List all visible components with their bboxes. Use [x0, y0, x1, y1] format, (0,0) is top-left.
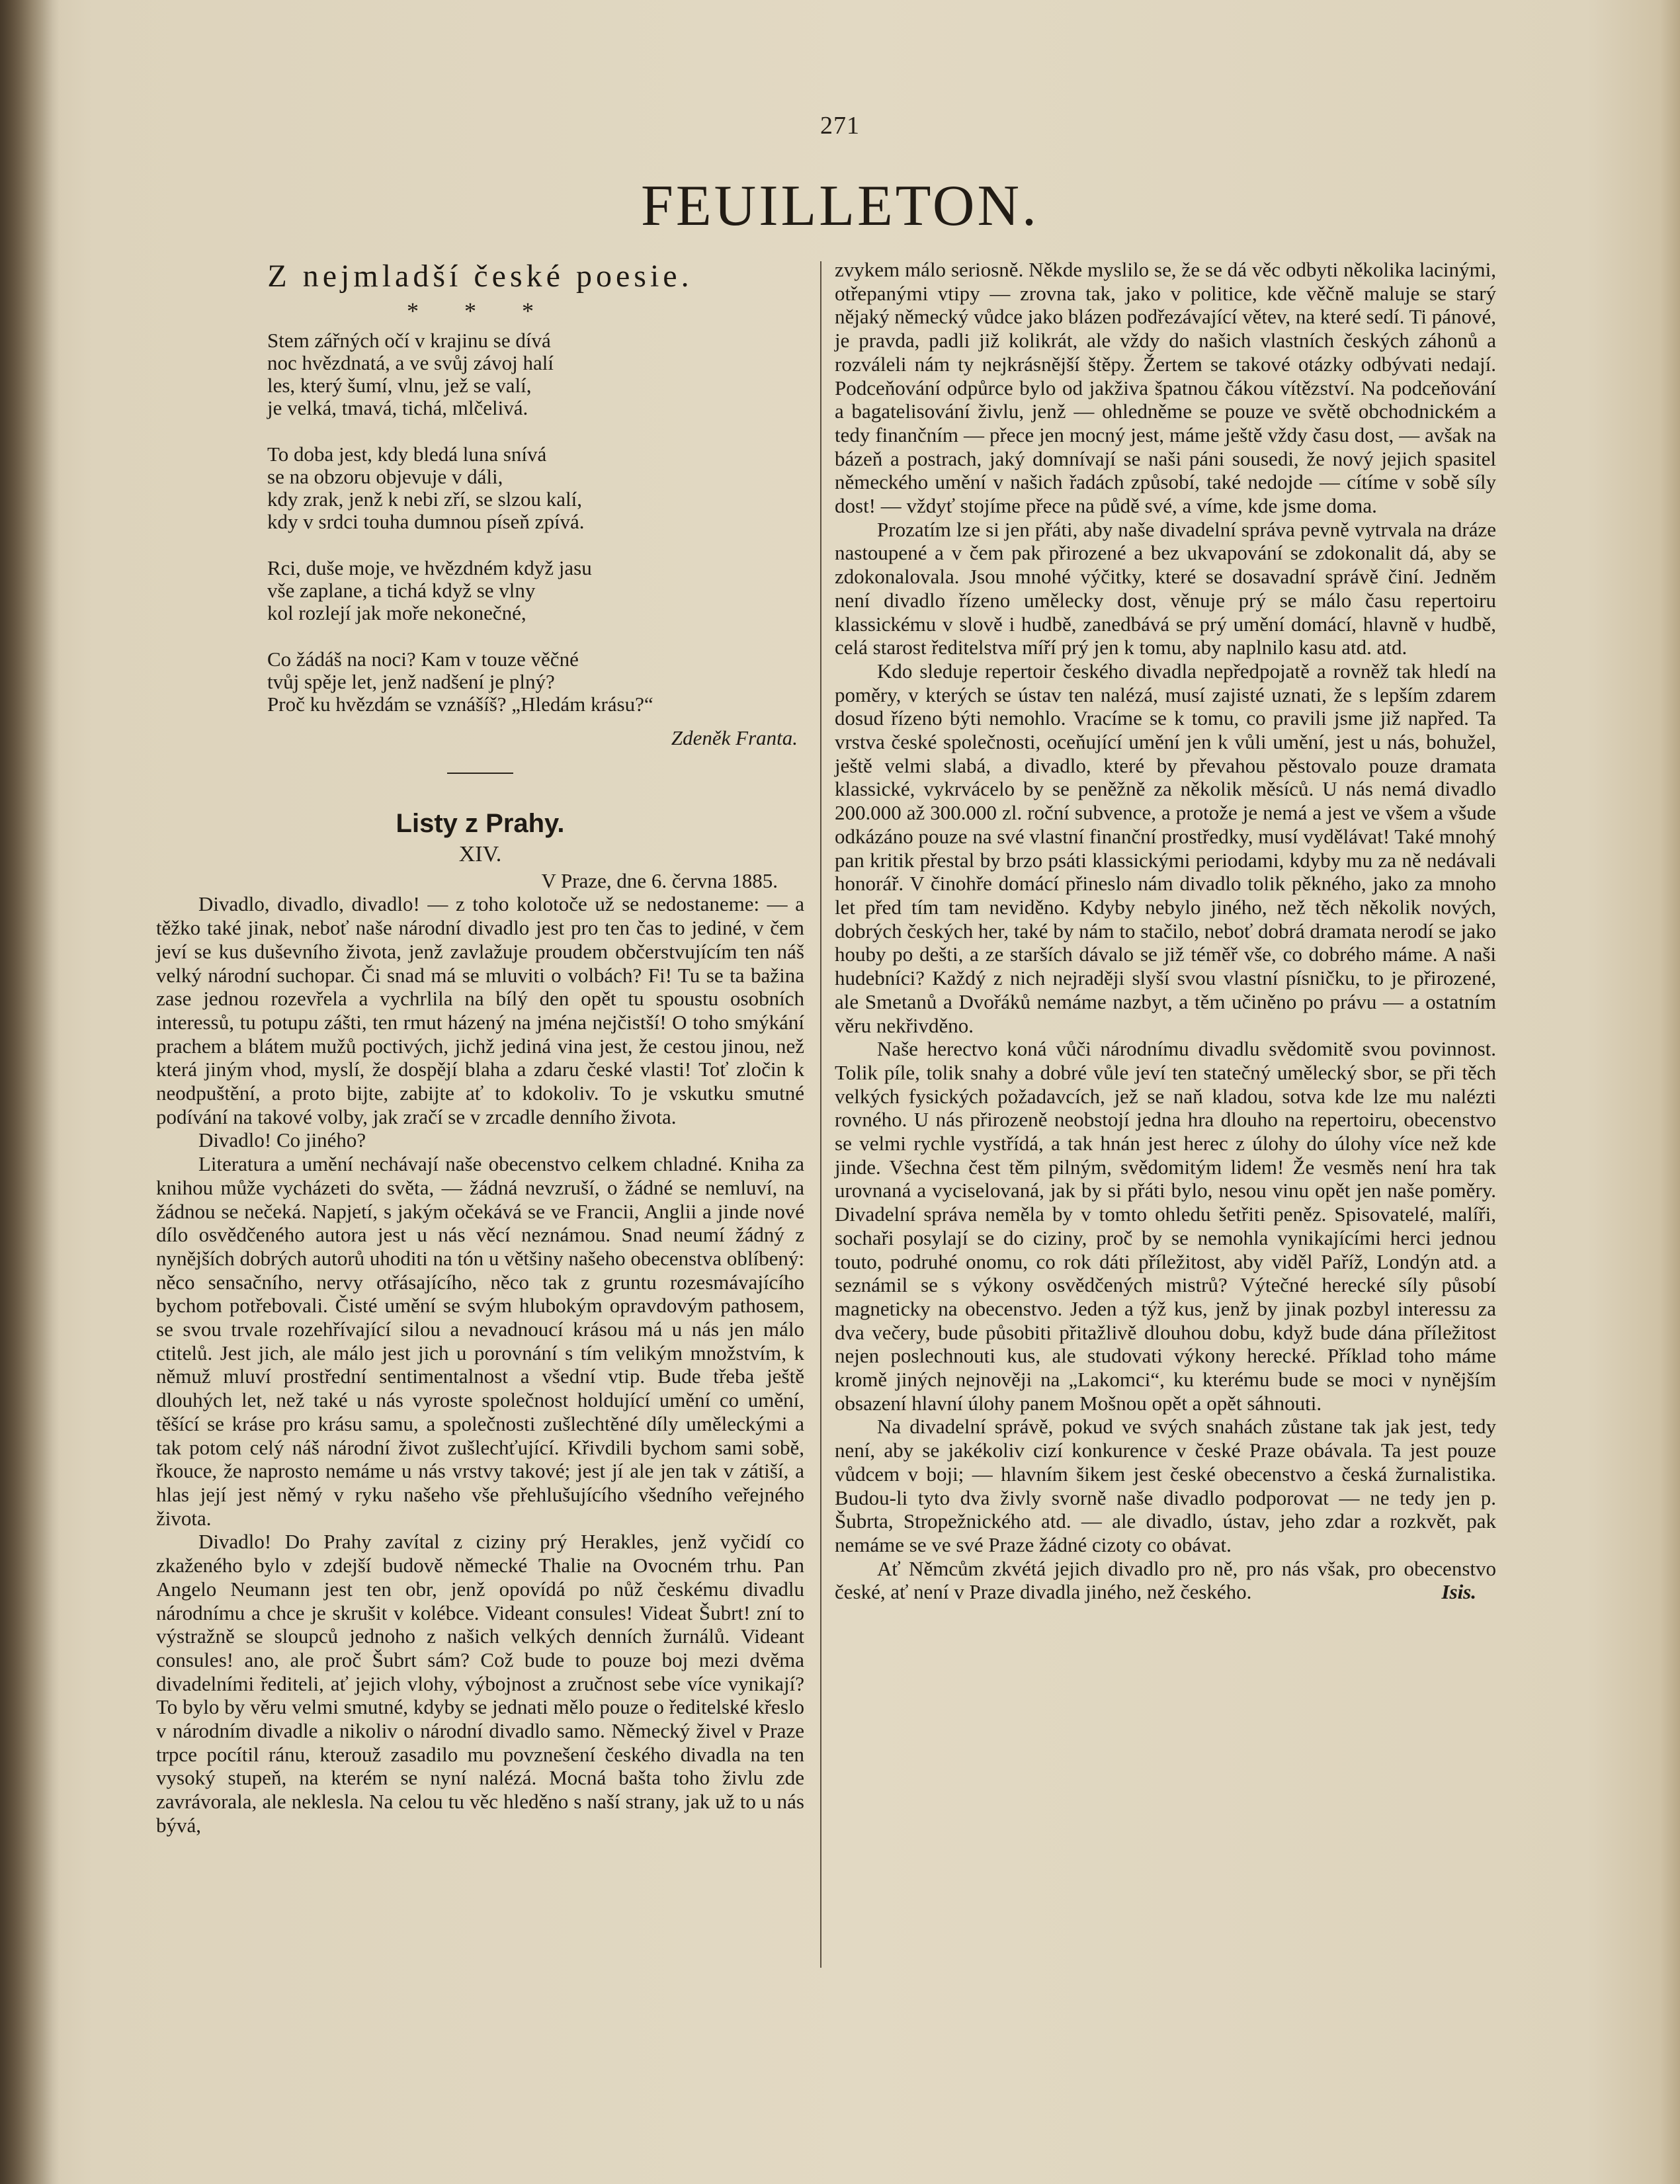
left-column	[156, 258, 804, 1837]
poem-line: kdy zrak, jenž k nebi zří, se slzou kalí,	[267, 487, 583, 511]
poem-line: kol rozlejí jak moře nekonečné,	[267, 601, 526, 624]
poem-line: se na obzoru objevuje v dáli,	[267, 465, 503, 488]
poem-stanza-3	[267, 557, 804, 624]
poem-stanza-2	[267, 443, 804, 533]
poem-line: les, který šumí, vlnu, jež se valí,	[267, 374, 532, 397]
paragraph: Ať Němcům zkvétá jejich divadlo pro ně, pro nás však, pro obecenstvo české, ať není v Praze divadla jiného, než českého.	[835, 1556, 1496, 1604]
paragraph: Na divadelní správě, pokud ve svých snahách zůstane tak jak jest, tedy není, aby se jakékoliv cizí konkurence v české Praze obávala. Ta jest pouze vůdcem v boji; — hlavním šikem jest české obecenstvo a česká žurnalistika. Budou-li tyto dva živly svorně naše divadlo podporovat — ne tedy jen p. Šubrta, Stropežnického atd. — ale divadlo, ústav, jeho zdar a rozkvět, pak nemáme se ve své Praze žádné cizoty co obávat.	[835, 1415, 1496, 1556]
letters-signature: Isis.	[1441, 1580, 1476, 1604]
poem-stanza-1	[267, 329, 804, 419]
paragraph: Divadlo! Co jiného?	[198, 1128, 366, 1152]
poem-line: je velká, tmavá, tichá, mlčelivá.	[267, 396, 528, 419]
right-column	[835, 258, 1496, 1604]
paragraph: zvykem málo seriosně. Někde myslilo se, že se dá věc odbyti několika lacinými, otřepanými vtipy — zrovna tak, jako v politice, kde věčně maluje se starý nějaký německý vůdce jako blázen podřezávající větev, na které sedí. Ti pánové, je pravda, padli již kolikrát, ale vždy do našich vlastních českých záhonů a rozváleli nám ty nejkrásnější štěpy. Žertem se takové otázky odbývati nedají. Podceňování odpůrce bylo od jakživa špatnou čákou vítězství. Na podceňování a bagatelisování živlu, jenž — ohledněme se pouze ve světě obchodnickém a tedy finančním — přece jen mocný jest, máme ještě vždy času dost, — avšak na bázeň a postrach, jaký domnívají se naši páni sousedi, že nový jejich spasitel německého umění v našich řadách způsobí, také nedojde — cítíme v sobě síly dost! — vždyť stojíme přece na půdě své, a víme, kde jsme doma.	[835, 258, 1496, 518]
poem-line: kdy v srdci touha dumnou píseň zpívá.	[267, 510, 585, 533]
poem-line: Co žádáš na noci? Kam v touze věčné	[267, 648, 579, 671]
poem-line: Rci, duše moje, ve hvězdném když jasu	[267, 556, 592, 579]
poem-line: vše zaplane, a tichá když se vlny	[267, 579, 536, 602]
section-heading: FEUILLETON.	[640, 174, 1040, 238]
poem-line: tvůj spěje let, jenž nadšení je plný?	[267, 670, 555, 693]
paragraph: Prozatím lze si jen přáti, aby naše divadelní správa pevně vytrvala na dráze nastoupené a v čem pak přirozené a bez ukvapování se zdokonalit dá, aby se zdokonalovala. Jsou mnohé výčitky, které se dosavadní správě činí. Jedněm není divadlo řízeno umělecky dost, věnuje prý se málo času repertoiru klassickému v slově i hudbě, zanedbává se prý umění domácí, hlavně v hudbě, celá starost ředitelstva míří prý jen k tomu, aby naplnilo kasu atd. atd.	[835, 517, 1496, 659]
poetry-title: Z nejmladší české poesie.	[267, 259, 693, 294]
letters-title: Listy z Prahy.	[396, 808, 565, 838]
paragraph: Divadlo! Do Prahy zavítal z ciziny prý Herakles, jenž vyčidí co zkaženého bylo v zdejší budově německé Thalie na Ovocném trhu. Pan Angelo Neumann jest ten obr, jenž opovídá po nůž českému divadlu národnímu a chce je skrušit v kolébce. Videant consules! Videat Šubrt! zní to výstražně se sloupců jednoho z našich velkých denních žurnálů. Videant consules! ano, ale proč Šubrt sám? Což bude to pouze boj mezi dvěma divadelními řediteli, ať jejich vlohy, výbojnost a zručnost sebe více vynikají? To bylo by věru velmi smutné, kdyby se jednati mělo pouze o ředitelské křeslo v národním divadle a nikoliv o národní divadlo samo. Německý živel v Praze trpce pocítil ránu, kterouž zasadilo mu povznešení českého divadla na ten vysoký stupeň, na kterém se nyní nalézá. Mocná bašta toho živlu zde zavrávorala, ale neklesla. Na celou tu věc hleděno s naší strany, jak už to u nás bývá,	[156, 1530, 804, 1837]
dateline: V Praze, dne 6. června 1885.	[541, 868, 778, 892]
poem-author: Zdeněk Franta.	[671, 726, 798, 749]
poem-line: Stem zářných očí v krajinu se dívá	[267, 329, 551, 352]
poem-stanza-4	[267, 648, 804, 716]
paragraph: Literatura a umění nechávají naše obecenstvo celkem chladné. Kniha za knihou může vycházeti do světa, — žádná nevzruší, o žádné se nemluví, na žádnou se nečeká. Napjetí, s jakým očekává se ve Francii, Anglii a jinde nové dílo osvědčeného autora jest u nás věcí neznámou. Snad neumí žádný z nynějších dobrých autorů uhoditi na tón u většiny našeho obecenstva oblíbený: něco sensačního, nervy otřásajícího, něco tak z gruntu rozesmávajícího bychom potřebovali. Čisté umění se svým hlubokým opravdovým pathosem, se svou trvale rozehřívající silou a nevadnoucí krásou má u nás jen málo ctitelů. Jest jich, ale málo jest jich u porovnání s tím velikým množstvím, k němuž mluví prostřední sentimentalnost a všední vtip. Bude třeba ještě dlouhých let, než také u nás vyroste společnost holdující umění co umění, těšící se kráse pro krásu samu, a společnosti zušlechtěné díly uměleckými a tak potom celý náš národní život zušlechťující. Křivdili bychom sami sobě, řkouce, že naprosto nemáme u nás vrstvy takové; jest jí ale jen tak v zátiší, a hlas její jest němý v ryku našeho vše přehlušujícího všedního veřejného života.	[156, 1152, 804, 1530]
paragraph: Divadlo, divadlo, divadlo! — z toho kolotoče už se nedostaneme: — a těžko také jinak, neboť naše národní divadlo jest pro ten čas to jediné, v čem jeví se kus duševního života, jenž zavlažuje proudem občerstvujícím ten náš velký národní suchopar. Či snad má se mluviti o volbách? Fi! Tu se ta bažina zase jednou rozevřela a vychrlila na bílý den opět tu spoustu osobních interessů, tu potupu zášti, ten rmut házený na jména nejčistší! O toho smýkání prachem a blátem mužů poctivých, jichž jediná vina jest, že cestou jinou, než která jiným vhod, myslí, že dospějí blaha a zdaru české vlasti! Toť zločin k neodpuštění, a proto bijte, zabijte ať to kdokoliv. To je vskutku smutné podívání na takové volby, jak zračí se v zrcadle denního života.	[156, 892, 804, 1128]
paragraph: Kdo sleduje repertoir českého divadla nepředpojatě a rovněž tak hledí na poměry, v kterých se ústav ten nalézá, musí zajisté uznati, že s lepším zdarem dosud řízeno býti nemohlo. Vracíme se k tomu, co pravili jsme již napřed. Ta vrstva české společnosti, oceňující umění jen k vůli umění, jest u nás, bohužel, ještě velmi slabá, a divadlo, které by převahou pěstovalo pouze dramata klassické, vykrvácelo by se peněžně za několik měsíců. U nás nemá divadlo 200.000 až 300.000 zl. roční subvence, a protože je nemá a jest ve všem a všude odkázáno pouze na své vlastní finanční prostředky, musí vydělávat! Také mnohý pan kritik přestal by brzo psáti klassickými periodami, kdyby mu za ně nedávali honorář. V činohře domácí přineslo nám divadlo tolik pěkného, jako za mnoho let před tím tam neviděno. Kdyby nebylo jiného, než těch několik nových, dobrých českých her, také by nám to stačilo, neboť dobrá dramata nerodí se jako houby po dešti, a ze starších dávalo se již téměř vše, co dobrého máme. A naši hudebníci? Každý z nich nejraději slyší svou vlastní písničku, to je přirozené, ale Smetanů a Dvořáků nemáme nazbyt, a těm učiněno po právu — a ostatním věru nekřivděno.	[835, 659, 1496, 1037]
poem-line: Proč ku hvězdám se vznášíš? „Hledám krásu?“	[267, 693, 653, 716]
asterism: * * *	[407, 298, 554, 324]
poem-line: noc hvězdnatá, a ve svůj závoj halí	[267, 351, 554, 374]
column-divider	[820, 261, 821, 1968]
separator-rule	[447, 773, 513, 774]
page-number: 271	[820, 112, 860, 140]
binding-gutter-shadow	[0, 0, 60, 2184]
paragraph: Naše herectvo koná vůči národnímu divadlu svědomitě svou povinnost. Tolik píle, tolik snahy a dobré vůle jeví ten statečný umělecký sbor, se při těch velkých fysických požadavcích, jež se naň kladou, sotva kde lze mu nalézti rovného. U nás přirozeně neobstojí jedna hra dlouho na repertoiru, obecenstvo se velmi rychle vystřídá, a tak hnán jest herec z úlohy do úlohy více než kde jinde. Všechna čest těm pilným, svědomitým lidem! Že vesměs není hra tak urovnaná a vyciselovaná, jak by si přáti bylo, nesou vinu opět jen naše poměry. Divadelní správa neměla by v tomto ohledu šetřiti peněz. Spisovatelé, malíři, sochaři posylají se do ciziny, proč by se nemohla vynikajícími herci jednou touto, podruhé onomu, co rok dáti příležitost, aby viděl Paříž, Londýn atd. a seznámil se s výkony osvědčených mistrů? Výtečné herecké síly působí magneticky na obecenstvo. Jeden a týž kus, jenž by jinak pozbyl interessu za dva večery, bude působiti přitažlivě dlouhou dobu, když bude dána příležitost nejen poslechnouti kus, ale studovati výkony herecké. Příklad toho máme kromě jiných nejnověji na „Lakomci“, ku kterému bude se moci v nynějším obsazení hlavní úlohy panem Mošnou opět a opět sáhnouti.	[835, 1037, 1496, 1415]
poem-line: To doba jest, kdy bledá luna snívá	[267, 442, 547, 466]
letters-numeral: XIV.	[458, 841, 502, 866]
